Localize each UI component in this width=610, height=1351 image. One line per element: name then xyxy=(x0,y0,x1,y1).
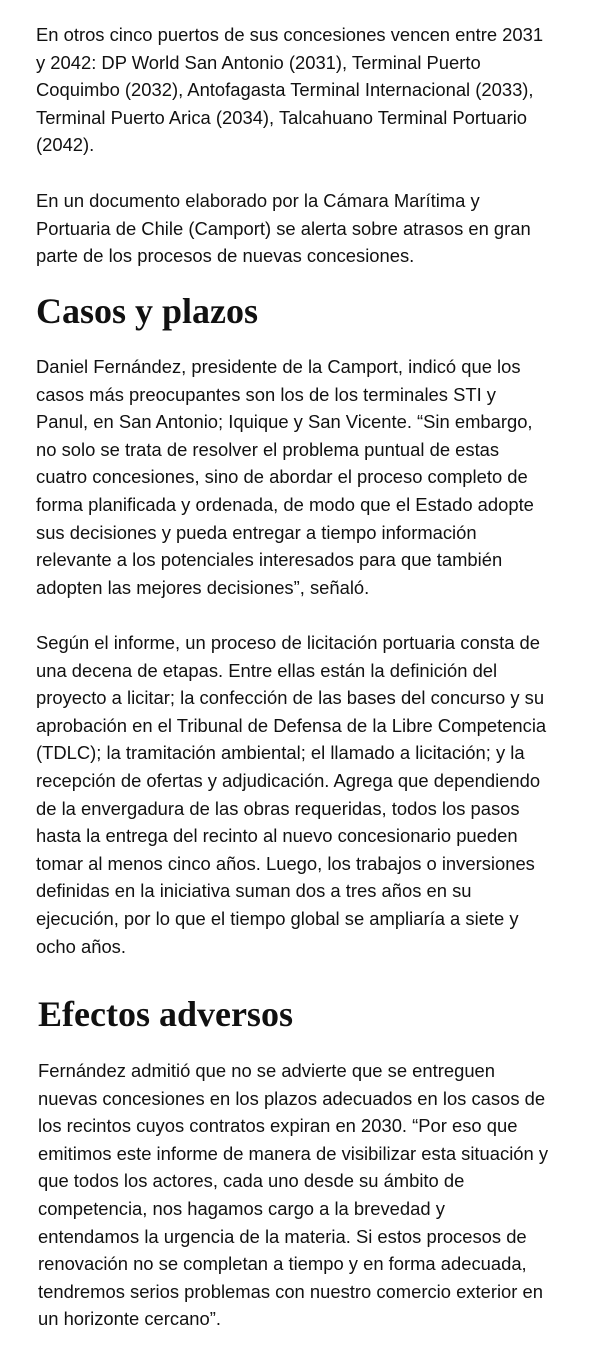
text-line: que todos los actores, cada uno desde su ámbito de xyxy=(38,1170,465,1192)
text-line: recepción de ofertas y adjudicación. Agrega que dependiendo xyxy=(36,769,541,791)
text-line: parte de los procesos de nuevas concesiones. xyxy=(36,245,415,267)
paragraph-ports-expiry xyxy=(36,21,543,159)
text-line: aprobación en el Tribunal de Defensa de la Libre Competencia xyxy=(36,714,547,736)
text-line: sus decisiones y pueda entregar a tiempo información xyxy=(36,521,477,543)
text-line: casos más preocupantes son los de los terminales STI y xyxy=(36,383,496,405)
text-line: (2042). xyxy=(36,134,95,156)
text-line: entendamos la urgencia de la materia. Si estos procesos de xyxy=(38,1225,527,1247)
text-line: (TDLC); la tramitación ambiental; el llamado a licitación; y la xyxy=(36,742,525,764)
text-line: hasta la entrega del recinto al nuevo concesionario pueden xyxy=(36,825,518,847)
text-line: tomar al menos cinco años. Luego, los trabajos o inversiones xyxy=(36,852,535,874)
text-line: Daniel Fernández, presidente de la Camport, indicó que los xyxy=(36,356,521,377)
text-line: nuevas concesiones en los plazos adecuados en los casos de xyxy=(38,1087,546,1109)
text-line: Según el informe, un proceso de licitación portuaria consta de xyxy=(36,632,541,653)
text-line: Portuaria de Chile (Camport) se alerta sobre atrasos en gran xyxy=(36,217,531,239)
text-line: adopten las mejores decisiones”, señaló. xyxy=(36,576,370,598)
text-line: En otros cinco puertos de sus concesiones vencen entre 2031 xyxy=(36,24,544,45)
text-line: no solo se trata de resolver el problema puntual de estas xyxy=(36,438,500,460)
paragraph-fernandez-admission xyxy=(38,1057,548,1333)
text-line: competencia, nos hagamos cargo a la brevedad y xyxy=(38,1197,445,1219)
text-line: tendremos serios problemas con nuestro comercio exterior en xyxy=(38,1280,543,1302)
text-line: renovación no se completan a tiempo y en forma adecuada, xyxy=(38,1253,527,1275)
text-line: los recintos cuyos contratos expiran en 2030. “Por eso que xyxy=(38,1115,518,1137)
text-line: ejecución, por lo que el tiempo global se ampliaría a siete y xyxy=(36,907,519,929)
text-line: cuatro concesiones, sino de abordar el proceso completo de xyxy=(36,466,528,488)
section-heading-efectos-adversos: Efectos adversos xyxy=(38,994,293,1034)
section-heading-casos-y-plazos: Casos y plazos xyxy=(36,291,259,331)
text-line: ocho años. xyxy=(36,935,126,957)
text-line: de la envergadura de las obras requeridas, todos los pasos xyxy=(36,797,520,819)
text-line: Terminal Puerto Arica (2034), Talcahuano Terminal Portuario xyxy=(36,106,528,128)
paragraph-licitacion-process xyxy=(36,629,546,960)
text-line: emitimos este informe de manera de visibilizar esta situación y xyxy=(38,1142,549,1164)
text-line: Coquimbo (2032), Antofagasta Terminal Internacional (2033), xyxy=(36,79,534,101)
text-line: proyecto a licitar; la confección de las bases del concurso y su xyxy=(36,687,545,709)
text-line: relevante a los potenciales interesados para que también xyxy=(36,549,503,571)
text-line: En un documento elaborado por la Cámara Marítima y xyxy=(36,190,480,211)
paragraph-fernandez-statement xyxy=(36,353,534,601)
text-line: Fernández admitió que no se advierte que se entreguen xyxy=(38,1060,496,1081)
text-line: Panul, en San Antonio; Iquique y San Vicente. “Sin embargo, xyxy=(36,411,533,433)
text-line: una decena de etapas. Entre ellas están la definición del xyxy=(36,659,498,681)
paragraph-camport-document xyxy=(36,187,531,270)
text-line: forma planificada y ordenada, de modo que el Estado adopte xyxy=(36,493,534,515)
text-line: definidas en la iniciativa suman dos a tres años en su xyxy=(36,880,472,902)
text-line: y 2042: DP World San Antonio (2031), Terminal Puerto xyxy=(36,51,481,73)
text-line: un horizonte cercano”. xyxy=(38,1308,221,1330)
